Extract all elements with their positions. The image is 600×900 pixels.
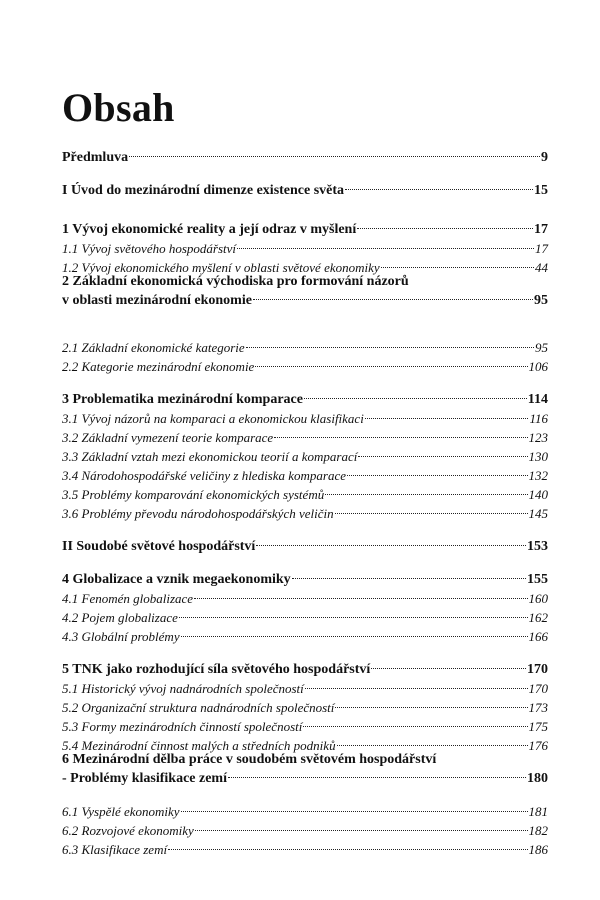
toc-page-number: 95 [534,293,548,308]
toc-entry-label: 1 Vývoj ekonomické reality a její odraz v myšlení [62,222,357,237]
toc-entry-label: I Úvod do mezinárodní dimenze existence světa [62,183,345,198]
dot-leader [255,365,527,367]
toc-entry-label: 3.5 Problémy komparování ekonomických systémů [62,487,325,502]
toc-entry-label: 2.2 Kategorie mezinárodní ekonomie [62,359,255,374]
toc-entry-label: 5.3 Formy mezinárodních činností společností [62,719,303,734]
toc-entry-label: 3.1 Vývoj názorů na komparaci a ekonomickou klasifikaci [62,411,364,426]
toc-entry-label: 5.2 Organizační struktura nadnárodních společností [62,700,335,715]
dot-leader [246,346,534,348]
toc-entry-label: 4.2 Pojem globalizace [62,610,178,625]
dot-leader [194,597,527,599]
dot-leader [129,155,540,157]
toc-entry-label: 4.3 Globální problémy [62,629,180,644]
toc-section-entry[interactable] [62,428,548,447]
toc-section-entry[interactable] [62,679,548,698]
toc-section-entry[interactable] [62,627,548,646]
toc-page-number: 106 [528,359,548,374]
toc-page-number: 170 [527,662,548,677]
dot-leader [303,725,527,727]
toc-page-number: 186 [528,842,548,857]
toc-page-number: 116 [529,411,548,426]
dot-leader [337,744,528,746]
dot-leader [335,512,528,514]
toc-section-entry[interactable] [62,485,548,504]
toc-entry-label: II Soudobé světové hospodářství [62,539,256,554]
toc-entry-label: 5.1 Historický vývoj nadnárodních společností [62,681,304,696]
page-title: Obsah [62,85,175,130]
toc-page-number: 123 [528,430,548,445]
toc-page-number: 175 [528,719,548,734]
dot-leader [358,455,527,457]
dot-leader [228,776,526,778]
toc-page-number: 182 [528,823,548,838]
dot-leader [179,616,528,618]
toc-page-number: 132 [528,468,548,483]
toc-page-number: 176 [528,738,548,753]
toc-entry-label-line1: 2 Základní ekonomická východiska pro formování názorů [62,274,409,289]
toc-page-number: 17 [535,241,548,256]
dot-leader [292,577,526,579]
toc-chapter-entry[interactable] [62,570,548,589]
dot-leader [357,227,533,229]
toc-chapter-entry[interactable] [62,660,548,679]
toc-section-entry[interactable] [62,821,548,840]
toc-section-entry[interactable] [62,338,548,357]
toc-page-number: 140 [528,487,548,502]
toc-entry-label: 6.1 Vyspělé ekonomiky [62,804,180,819]
dot-leader [253,298,533,300]
dot-leader [335,706,527,708]
toc-section-entry[interactable] [62,717,548,736]
toc-entry-label: 3.3 Základní vztah mezi ekonomickou teorií a komparací [62,449,358,464]
dot-leader [304,397,527,399]
toc-section-entry[interactable] [62,589,548,608]
toc-entry-label: 3.6 Problémy převodu národohospodářských veličin [62,506,334,521]
dot-leader [274,436,527,438]
toc-page-number: 160 [528,591,548,606]
toc-page-number: 130 [528,449,548,464]
toc-page-number: 181 [528,804,548,819]
toc-chapter-entry[interactable] [62,148,548,167]
toc-page-number: 180 [527,771,548,786]
dot-leader [195,829,528,831]
toc-page-number: 170 [528,681,548,696]
toc-page-number: 162 [528,610,548,625]
toc-entry-label: 1.1 Vývoj světového hospodářství [62,241,237,256]
toc-section-entry[interactable] [62,447,548,466]
toc-entry-label: - Problémy klasifikace zemí [62,771,227,786]
toc-page-number: 153 [527,539,548,554]
toc-entry-label: 4.1 Fenomén globalizace [62,591,194,606]
toc-entry-label: 2.1 Základní ekonomické kategorie [62,340,245,355]
toc-section-entry[interactable] [62,698,548,717]
toc-section-entry[interactable] [62,608,548,627]
dot-leader [325,493,527,495]
toc-section-entry[interactable] [62,466,548,485]
dot-leader [371,667,526,669]
toc-section-entry[interactable] [62,409,548,428]
toc-section-entry[interactable] [62,239,548,258]
toc-entry-label: v oblasti mezinárodní ekonomie [62,293,252,308]
toc-entry-label: 5.4 Mezinárodní činnost malých a středních podniků [62,738,336,753]
dot-leader [181,810,528,812]
toc-entry-label: 3 Problematika mezinárodní komparace [62,392,303,407]
toc-page-number: 17 [534,222,548,237]
dot-leader [181,635,528,637]
dot-leader [345,188,533,190]
toc-page-number: 166 [528,629,548,644]
toc-entry-label: 3.4 Národohospodářské veličiny z hlediska komparace [62,468,347,483]
toc-page-number: 114 [527,392,548,407]
toc-page-number: 155 [527,572,548,587]
toc-section-entry[interactable] [62,357,548,376]
toc-chapter-entry[interactable] [62,291,548,310]
dot-leader [347,474,527,476]
toc-entry-label: 5 TNK jako rozhodující síla světového hospodářství [62,662,371,677]
dot-leader [237,247,534,249]
toc-entry-label: 6.3 Klasifikace zemí [62,842,168,857]
toc-page-number: 95 [535,340,548,355]
toc-page-number: 173 [528,700,548,715]
toc-chapter-entry[interactable] [62,181,548,200]
dot-leader [365,417,529,419]
dot-leader [256,544,526,546]
toc-chapter-entry[interactable] [62,537,548,556]
toc-page-number: 44 [535,260,548,275]
toc-section-entry[interactable] [62,840,548,859]
dot-leader [381,266,534,268]
toc-page-number: 145 [528,506,548,521]
toc-section-entry[interactable] [62,504,548,523]
toc-entry-label: 1.2 Vývoj ekonomického myšlení v oblasti světové ekonomiky [62,260,380,275]
toc-entry-label-line1: 6 Mezinárodní dělba práce v soudobém světovém hospodářství [62,752,437,767]
toc-section-entry[interactable] [62,802,548,821]
toc-entry-label: 4 Globalizace a vznik megaekonomiky [62,572,291,587]
dot-leader [305,687,528,689]
toc-chapter-entry[interactable] [62,390,548,409]
toc-page-number: 9 [541,150,548,165]
dot-leader [168,848,527,850]
toc-page-number: 15 [534,183,548,198]
toc-entry-label: 6.2 Rozvojové ekonomiky [62,823,194,838]
toc-chapter-entry[interactable] [62,769,548,788]
toc-entry-label: 3.2 Základní vymezení teorie komparace [62,430,274,445]
toc-chapter-entry[interactable] [62,220,548,239]
toc-entry-label: Předmluva [62,150,129,165]
